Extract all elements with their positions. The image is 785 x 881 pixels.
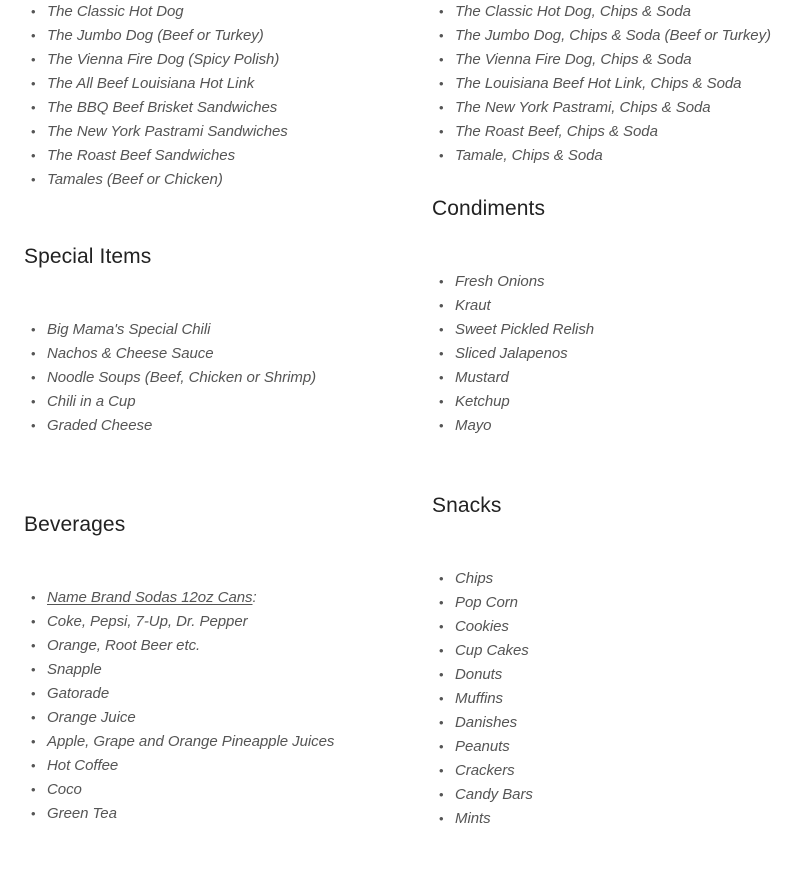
heading-snacks: Snacks xyxy=(432,494,502,517)
list-item-label: Noodle Soups (Beef, Chicken or Shrimp) xyxy=(47,369,317,386)
list-special-items xyxy=(24,318,406,438)
list-item xyxy=(432,663,775,687)
list-item xyxy=(24,144,406,168)
list-item-label: Hot Coffee xyxy=(47,757,119,774)
spacer xyxy=(24,438,406,512)
list-item-label: The Jumbo Dog (Beef or Turkey) xyxy=(47,27,264,44)
list-item xyxy=(432,318,775,342)
list-item xyxy=(432,711,775,735)
list-item-label: Mustard xyxy=(455,369,509,386)
list-item-label: The Classic Hot Dog, Chips & Soda xyxy=(455,3,691,20)
list-item-label: The Roast Beef Sandwiches xyxy=(47,147,236,164)
list-item-label: The All Beef Louisiana Hot Link xyxy=(47,75,255,92)
list-item-label: Graded Cheese xyxy=(47,417,153,434)
list-item xyxy=(432,294,775,318)
list-item-label: Orange Juice xyxy=(47,709,136,726)
list-item-label: The Vienna Fire Dog, Chips & Soda xyxy=(455,51,692,68)
list-item-label: Cookies xyxy=(455,618,509,635)
list-item xyxy=(432,270,775,294)
list-item xyxy=(24,778,406,802)
list-item xyxy=(432,759,775,783)
list-item-clipped xyxy=(432,831,775,837)
list-beverages xyxy=(24,586,406,826)
list-item xyxy=(24,586,406,610)
list-item-label: Fresh Onions xyxy=(455,273,545,290)
list-item-label: Cup Cakes xyxy=(455,642,529,659)
list-item xyxy=(24,342,406,366)
list-item xyxy=(432,366,775,390)
list-item-label: The Louisiana Beef Hot Link, Chips & Soda xyxy=(455,75,742,92)
list-item-label: Tamale, Chips & Soda xyxy=(455,147,603,164)
list-item-label: Coke, Pepsi, 7-Up, Dr. Pepper xyxy=(47,613,248,630)
list-item xyxy=(24,72,406,96)
list-item-label: Sliced Jalapenos xyxy=(455,345,568,362)
list-item-label: Coco xyxy=(47,781,82,798)
list-item-label: Peanuts xyxy=(455,738,510,755)
spacer xyxy=(432,519,775,567)
list-item xyxy=(432,24,775,48)
section-individual-items xyxy=(24,0,406,192)
list-item-label: Mayo xyxy=(455,417,492,434)
list-item-label: The Jumbo Dog, Chips & Soda (Beef or Turkey) xyxy=(455,27,771,44)
list-item xyxy=(432,639,775,663)
list-item-label: Ketchup xyxy=(455,393,510,410)
list-item xyxy=(432,591,775,615)
list-item-label: Chips xyxy=(455,570,494,587)
list-item-label: Tamales (Beef or Chicken) xyxy=(47,171,223,188)
list-item xyxy=(24,706,406,730)
list-item xyxy=(24,754,406,778)
list-item xyxy=(432,96,775,120)
section-snacks xyxy=(432,493,775,837)
list-item-suffix: : xyxy=(252,589,257,606)
list-item-label: Green Tea xyxy=(47,805,117,822)
list-item xyxy=(24,318,406,342)
list-item-label: The New York Pastrami Sandwiches xyxy=(47,123,288,140)
list-item xyxy=(432,807,775,831)
section-special-items xyxy=(24,244,406,438)
list-item xyxy=(432,783,775,807)
list-item xyxy=(432,414,775,438)
list-item xyxy=(24,168,406,192)
list-item-label: Candy Bars xyxy=(455,786,533,803)
list-item xyxy=(24,120,406,144)
spacer xyxy=(24,270,406,318)
list-item xyxy=(432,144,775,168)
list-item-label: Mints xyxy=(455,810,491,827)
menu-column-right xyxy=(416,0,785,837)
list-item xyxy=(432,687,775,711)
list-item xyxy=(24,390,406,414)
list-snacks xyxy=(432,567,775,837)
heading-condiments: Condiments xyxy=(432,197,546,220)
list-item-label: The BBQ Beef Brisket Sandwiches xyxy=(47,99,278,116)
list-item-label: Chili in a Cup xyxy=(47,393,136,410)
list-item-label: Danishes xyxy=(455,714,518,731)
list-item-label: Kraut xyxy=(455,297,491,314)
list-item-label: Orange, Root Beer etc. xyxy=(47,637,201,654)
list-item-label: Big Mama's Special Chili xyxy=(47,321,211,338)
list-item-label: Sweet Pickled Relish xyxy=(455,321,595,338)
list-item-label: Nachos & Cheese Sauce xyxy=(47,345,214,362)
list-item xyxy=(432,390,775,414)
list-item-label: Snapple xyxy=(47,661,102,678)
list-item-label: Muffins xyxy=(455,690,503,707)
list-item xyxy=(24,414,406,438)
menu-column-left xyxy=(0,0,416,826)
section-combo-items xyxy=(432,0,775,168)
list-item-label: The Classic Hot Dog xyxy=(47,3,184,20)
list-item xyxy=(24,682,406,706)
section-condiments xyxy=(432,196,775,438)
heading-beverages: Beverages xyxy=(24,513,126,536)
list-item-label: The New York Pastrami, Chips & Soda xyxy=(455,99,711,116)
list-item xyxy=(24,24,406,48)
list-item xyxy=(432,120,775,144)
list-item xyxy=(24,366,406,390)
list-item xyxy=(432,0,775,24)
list-item xyxy=(432,72,775,96)
list-item xyxy=(432,48,775,72)
spacer xyxy=(24,192,406,244)
list-item xyxy=(432,735,775,759)
list-item-label: Apple, Grape and Orange Pineapple Juices xyxy=(47,733,335,750)
section-beverages xyxy=(24,512,406,826)
list-item-label: Crackers xyxy=(455,762,515,779)
spacer xyxy=(432,438,775,493)
list-condiments xyxy=(432,270,775,438)
heading-special-items: Special Items xyxy=(24,245,152,268)
list-item xyxy=(24,96,406,120)
list-item xyxy=(24,48,406,72)
list-item-label: The Roast Beef, Chips & Soda xyxy=(455,123,658,140)
list-item xyxy=(24,634,406,658)
list-item xyxy=(432,615,775,639)
spacer xyxy=(432,222,775,270)
list-item xyxy=(24,802,406,826)
list-combo-items xyxy=(432,0,775,168)
list-individual-items xyxy=(24,0,406,192)
list-item xyxy=(24,0,406,24)
list-item-label: Donuts xyxy=(455,666,503,683)
list-item-label: Pop Corn xyxy=(455,594,518,611)
spacer xyxy=(432,168,775,196)
list-item xyxy=(432,567,775,591)
list-item xyxy=(24,730,406,754)
list-item xyxy=(24,658,406,682)
list-item-label: Name Brand Sodas 12oz Cans xyxy=(47,589,253,606)
list-item xyxy=(432,342,775,366)
spacer xyxy=(24,538,406,586)
list-item xyxy=(24,610,406,634)
list-item-label: Gatorade xyxy=(47,685,110,702)
list-item-label: The Vienna Fire Dog (Spicy Polish) xyxy=(47,51,280,68)
